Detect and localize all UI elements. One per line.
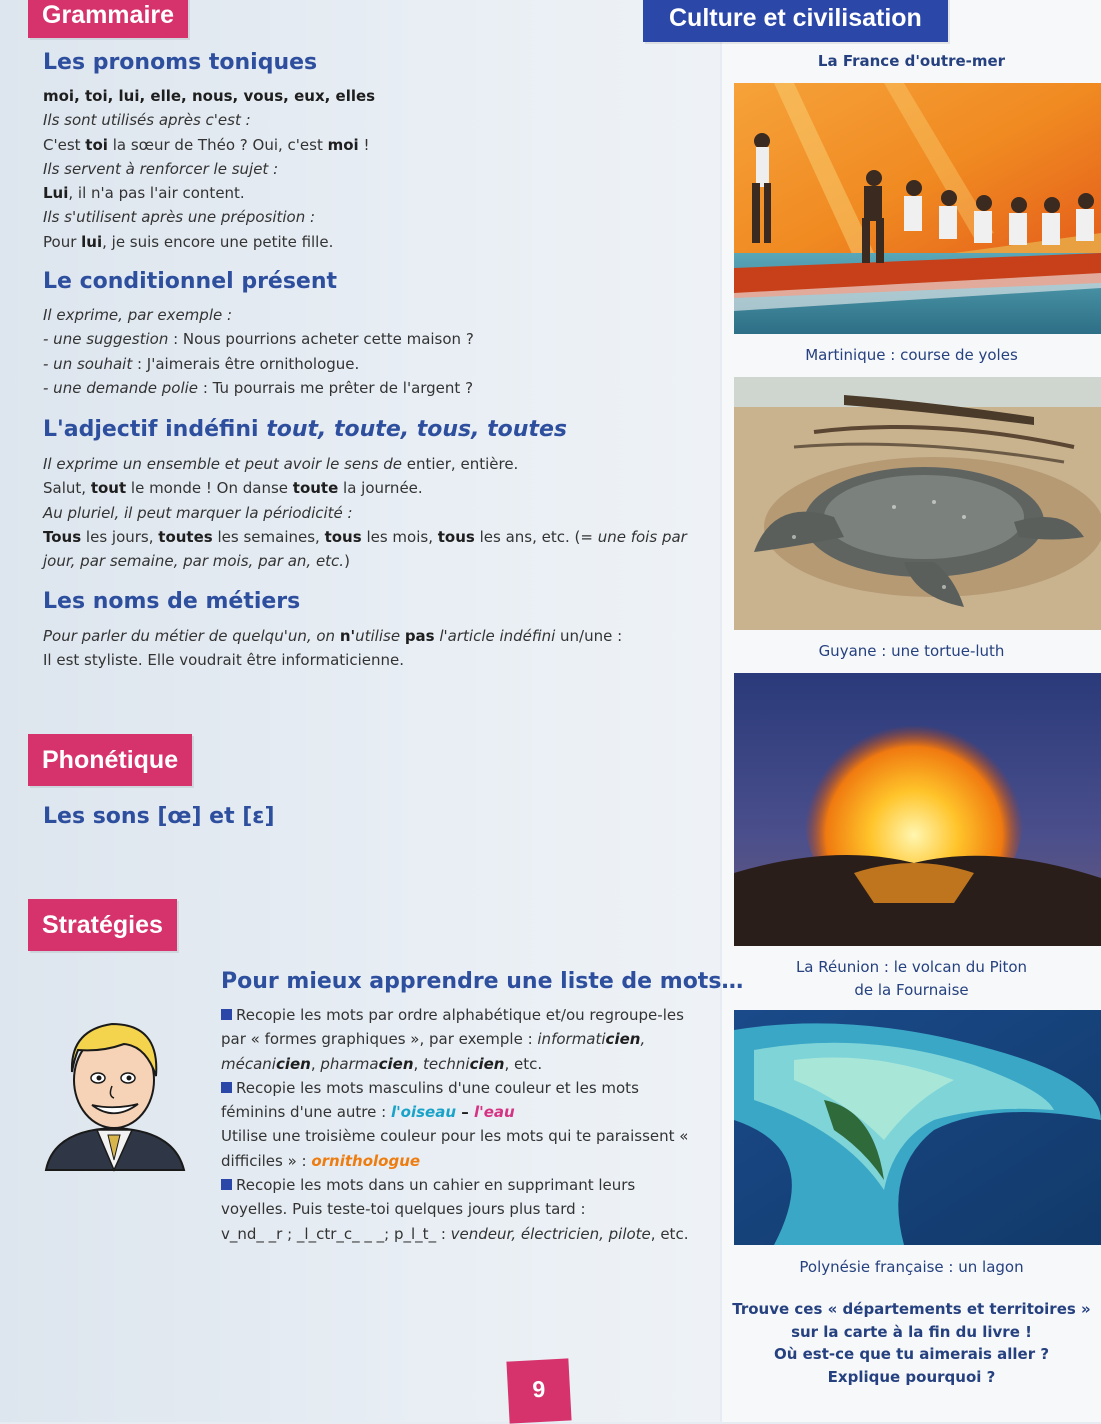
caption-reunion-2: de la Fournaise	[854, 981, 969, 999]
grammaire-tag: Grammaire	[28, 0, 188, 38]
conditionnel-title: Le conditionnel présent	[43, 269, 338, 294]
question-line-3: Où est-ce que tu aimerais aller ?	[773, 1345, 1050, 1363]
metiers-title: Les noms de métiers	[43, 589, 301, 614]
strategy-2b: Utilise une troisième couleur pour les mots qui te paraissent « difficiles » : ornithologue	[221, 1127, 689, 1170]
page-number: 9	[506, 1358, 571, 1423]
bullet-square-icon	[221, 1082, 232, 1093]
pronoms-example-1: C'est toi la sœur de Théo ? Oui, c'est moi !	[43, 135, 370, 154]
pronoms-example-2: Lui, il n'a pas l'air content.	[43, 184, 245, 203]
caption-martinique: Martinique : course de yoles	[805, 346, 1018, 364]
caption-reunion-1: La Réunion : le volcan du Piton	[795, 958, 1028, 976]
strategy-3: Recopie les mots dans un cahier en supprimant leurs voyelles. Puis teste-toi quelques jours plus tard :	[221, 1176, 636, 1219]
question-line-4: Explique pourquoi ?	[827, 1367, 996, 1386]
caption-guyane: Guyane : une tortue-luth	[818, 642, 1005, 660]
conditionnel-item-1: - une suggestion : Nous pourrions acheter cette maison ?	[43, 330, 474, 349]
photo-reunion	[734, 673, 1101, 946]
strategy-2: Recopie les mots masculins d'une couleur et les mots féminins d'une autre : l'oiseau – l'eau	[221, 1078, 639, 1122]
photo-martinique	[734, 83, 1101, 334]
question-line-2: sur la carte à la fin du livre !	[791, 1322, 1032, 1341]
adjectif-title: L'adjectif indéfini tout, toute, tous, toutes	[43, 417, 567, 442]
metiers-rule: Pour parler du métier de quelqu'un, on n'utilise pas l'article indéfini un/une :	[43, 627, 623, 645]
conditionnel-item-2: - un souhait : J'aimerais être ornithologue.	[43, 354, 360, 373]
bullet-square-icon	[221, 1179, 232, 1190]
strategy-1: Recopie les mots par ordre alphabétique et/ou regroupe-les par « formes graphiques », par exemple : informaticien, mécanicien, pharmacien, technicien, etc.	[221, 1006, 684, 1073]
pronoms-rule-1: Ils sont utilisés après c'est :	[43, 111, 251, 130]
photo-polynesie	[734, 1010, 1101, 1245]
adjectif-rule-2: Au pluriel, il peut marquer la périodicité :	[43, 503, 353, 522]
pronoms-rule-3: Ils s'utilisent après une préposition :	[43, 208, 316, 227]
conditionnel-intro: Il exprime, par exemple :	[43, 306, 233, 324]
adjectif-rule-1: Il exprime un ensemble et peut avoir le sens de entier, entière.	[43, 455, 519, 473]
culture-question	[722, 1298, 1101, 1388]
pronoms-example-3: Pour lui, je suis encore une petite fille.	[43, 232, 334, 251]
question-line-1: Trouve ces « départements et territoires »	[732, 1300, 1091, 1318]
culture-subtitle: La France d'outre-mer	[817, 52, 1006, 70]
adjectif-example-1: Salut, tout le monde ! On danse toute la journée.	[43, 479, 423, 498]
bullet-square-icon	[221, 1009, 232, 1020]
adjectif-example-2: Tous les jours, toutes les semaines, tous les mois, tous les ans, etc. (= une fois par jour, par semaine, par mois, par an, etc.)	[43, 527, 687, 571]
student-illustration	[42, 1010, 187, 1175]
pronoms-body	[43, 84, 708, 254]
strategies-tag: Stratégies	[28, 899, 177, 951]
metiers-example: Il est styliste. Elle voudrait être informaticienne.	[43, 651, 404, 670]
pronoms-title: Les pronoms toniques	[43, 50, 318, 75]
phonetique-title: Les sons [œ] et [ɛ]	[43, 804, 275, 829]
pronoms-list: moi, toi, lui, elle, nous, vous, eux, elles	[43, 87, 376, 105]
conditionnel-item-3: - une demande polie : Tu pourrais me prêter de l'argent ?	[43, 378, 474, 397]
caption-polynesie: Polynésie française : un lagon	[799, 1258, 1024, 1276]
pronoms-rule-2: Ils servent à renforcer le sujet :	[43, 159, 279, 178]
photo-guyane	[734, 377, 1101, 630]
strategies-body	[221, 1003, 701, 1246]
strategies-title: Pour mieux apprendre une liste de mots…	[221, 969, 744, 994]
adjectif-body	[43, 452, 708, 573]
culture-tag: Culture et civilisation	[643, 0, 948, 42]
phonetique-tag: Phonétique	[28, 734, 192, 786]
conditionnel-body	[43, 303, 708, 400]
strategy-3-example: v_nd_ _r ; _l_ctr_c_ _ _; p_l_t_ : vendeur, électricien, pilote, etc.	[221, 1224, 689, 1243]
metiers-body	[43, 624, 708, 673]
